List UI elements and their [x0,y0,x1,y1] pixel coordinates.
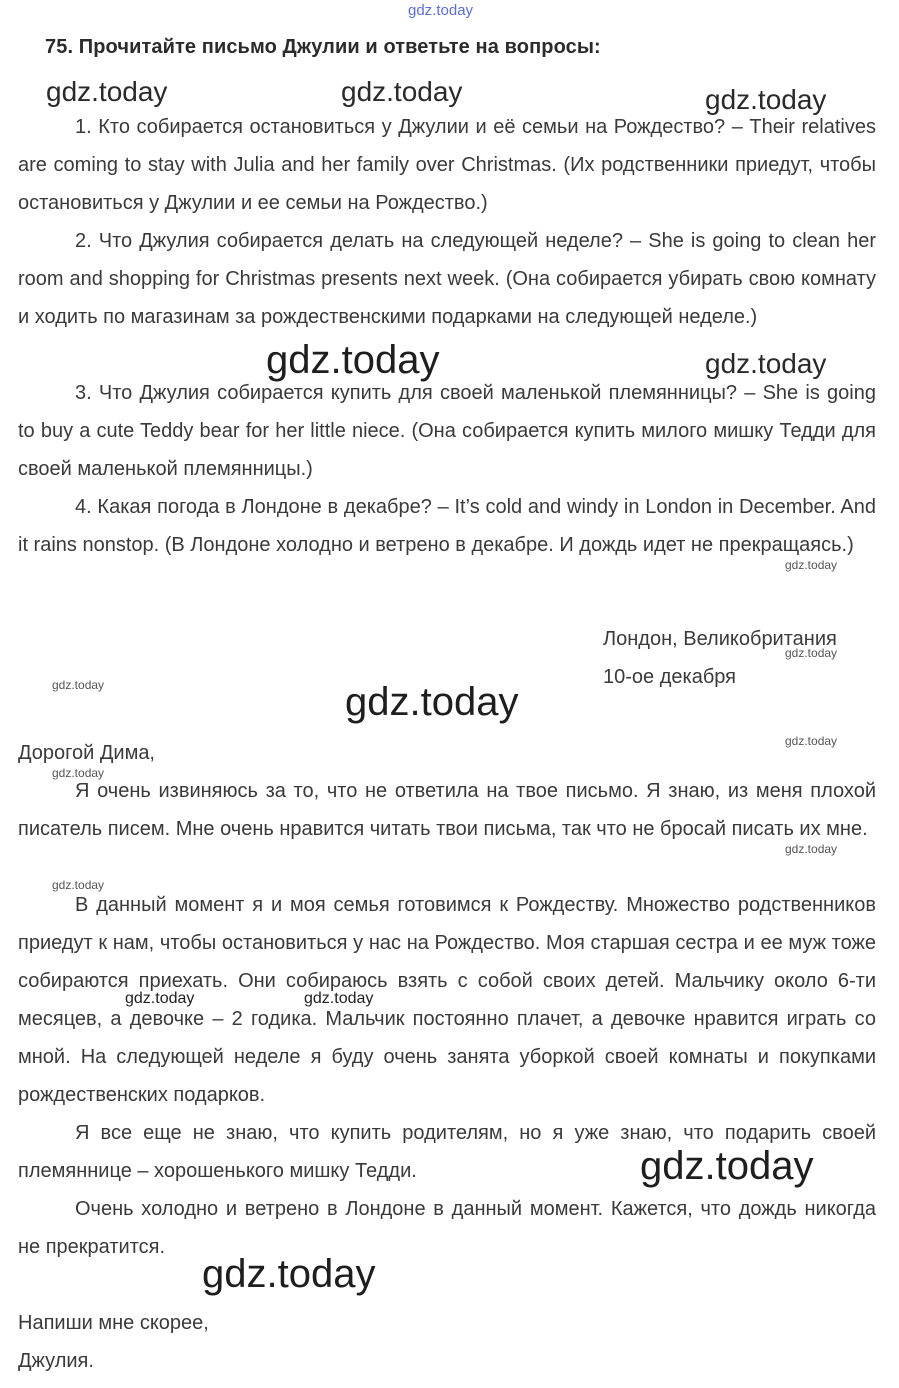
watermark: gdz.today [266,338,440,382]
answer-1: 1. Кто собирается остановиться у Джулии и её семьи на Рождество? – Their relatives are coming to stay with Julia and her family over Christmas. (Их родственники приедут, чтобы остановиться у Джулии и ее семьи на Рождество.) [18,116,876,214]
letter-paragraph-3: Я все еще не знаю, что купить родителям, но я уже знаю, что подарить своей племяннице – хорошенького мишку Тедди. [18,1122,876,1182]
letter-greeting: Дорогой Дима, [18,742,155,764]
letter-date: 10-ое декабря [603,666,736,688]
watermark: gdz.today [202,1252,376,1296]
watermark: gdz.today [785,842,838,856]
watermark: gdz.today [345,680,519,724]
answer-4: 4. Какая погода в Лондоне в декабре? – It’s cold and windy in London in December. And it rains nonstop. (В Лондоне холодно и ветрено в декабре. И дождь идет не прекращаясь.) [18,496,876,556]
exercise-heading: 75. Прочитайте письмо Джулии и ответьте на вопросы: [45,36,601,58]
letter-signature: Джулия. [18,1350,94,1372]
watermark: gdz.today [46,76,168,107]
answer-2: 2. Что Джулия собирается делать на следующей неделе? – She is going to clean her room and shopping for Christmas presents next week. (Она собирается убирать свою комнату и ходить по магазинам за рождественскими подарками на следующей неделе.) [18,230,876,328]
answer-3: 3. Что Джулия собирается купить для своей маленькой племянницы? – She is going to buy a cute Teddy bear for her little niece. (Она собирается купить милого мишку Тедди для своей маленькой племянницы.) [18,382,876,480]
watermark: gdz.today [52,678,105,692]
letter-place: Лондон, Великобритания [603,628,837,650]
letter-paragraph-2: В данный момент я и моя семья готовимся к Рождеству. Множество родственников приедут к нам, чтобы остановиться у нас на Рождество. Моя старшая сестра и ее муж тоже собираются приехать. Они собираюсь взять с собой своих детей. Мальчику около 6-ти месяцев, а девочке – 2 годика. Мальчик постоянно плачет, а девочке нравится играть со мной. На следующей неделе я буду очень занята уборкой своей комнаты и покупками рождественских подарков. [18,894,876,1106]
watermark: gdz.today [52,766,105,780]
watermark: gdz.today [341,76,463,107]
watermark: gdz.today [52,878,105,892]
watermark: gdz.today [304,990,374,1007]
watermark: gdz.today [785,734,838,748]
watermark: gdz.today [640,1144,814,1188]
watermark: gdz.today [705,348,827,379]
letter-paragraph-4: Очень холодно и ветрено в Лондоне в данный момент. Кажется, что дождь никогда не прекратится. [18,1198,876,1258]
watermark: gdz.today [125,990,195,1007]
letter-paragraph-1: Я очень извиняюсь за то, что не ответила на твое письмо. Я знаю, из меня плохой писатель писем. Мне очень нравится читать твои письма, так что не бросай писать их мне. [18,780,876,840]
watermark: gdz.today [785,558,838,572]
watermark: gdz.today [785,646,838,660]
watermark-top: gdz.today [408,2,474,19]
letter-closing: Напиши мне скорее, [18,1312,209,1334]
watermark: gdz.today [705,84,827,115]
